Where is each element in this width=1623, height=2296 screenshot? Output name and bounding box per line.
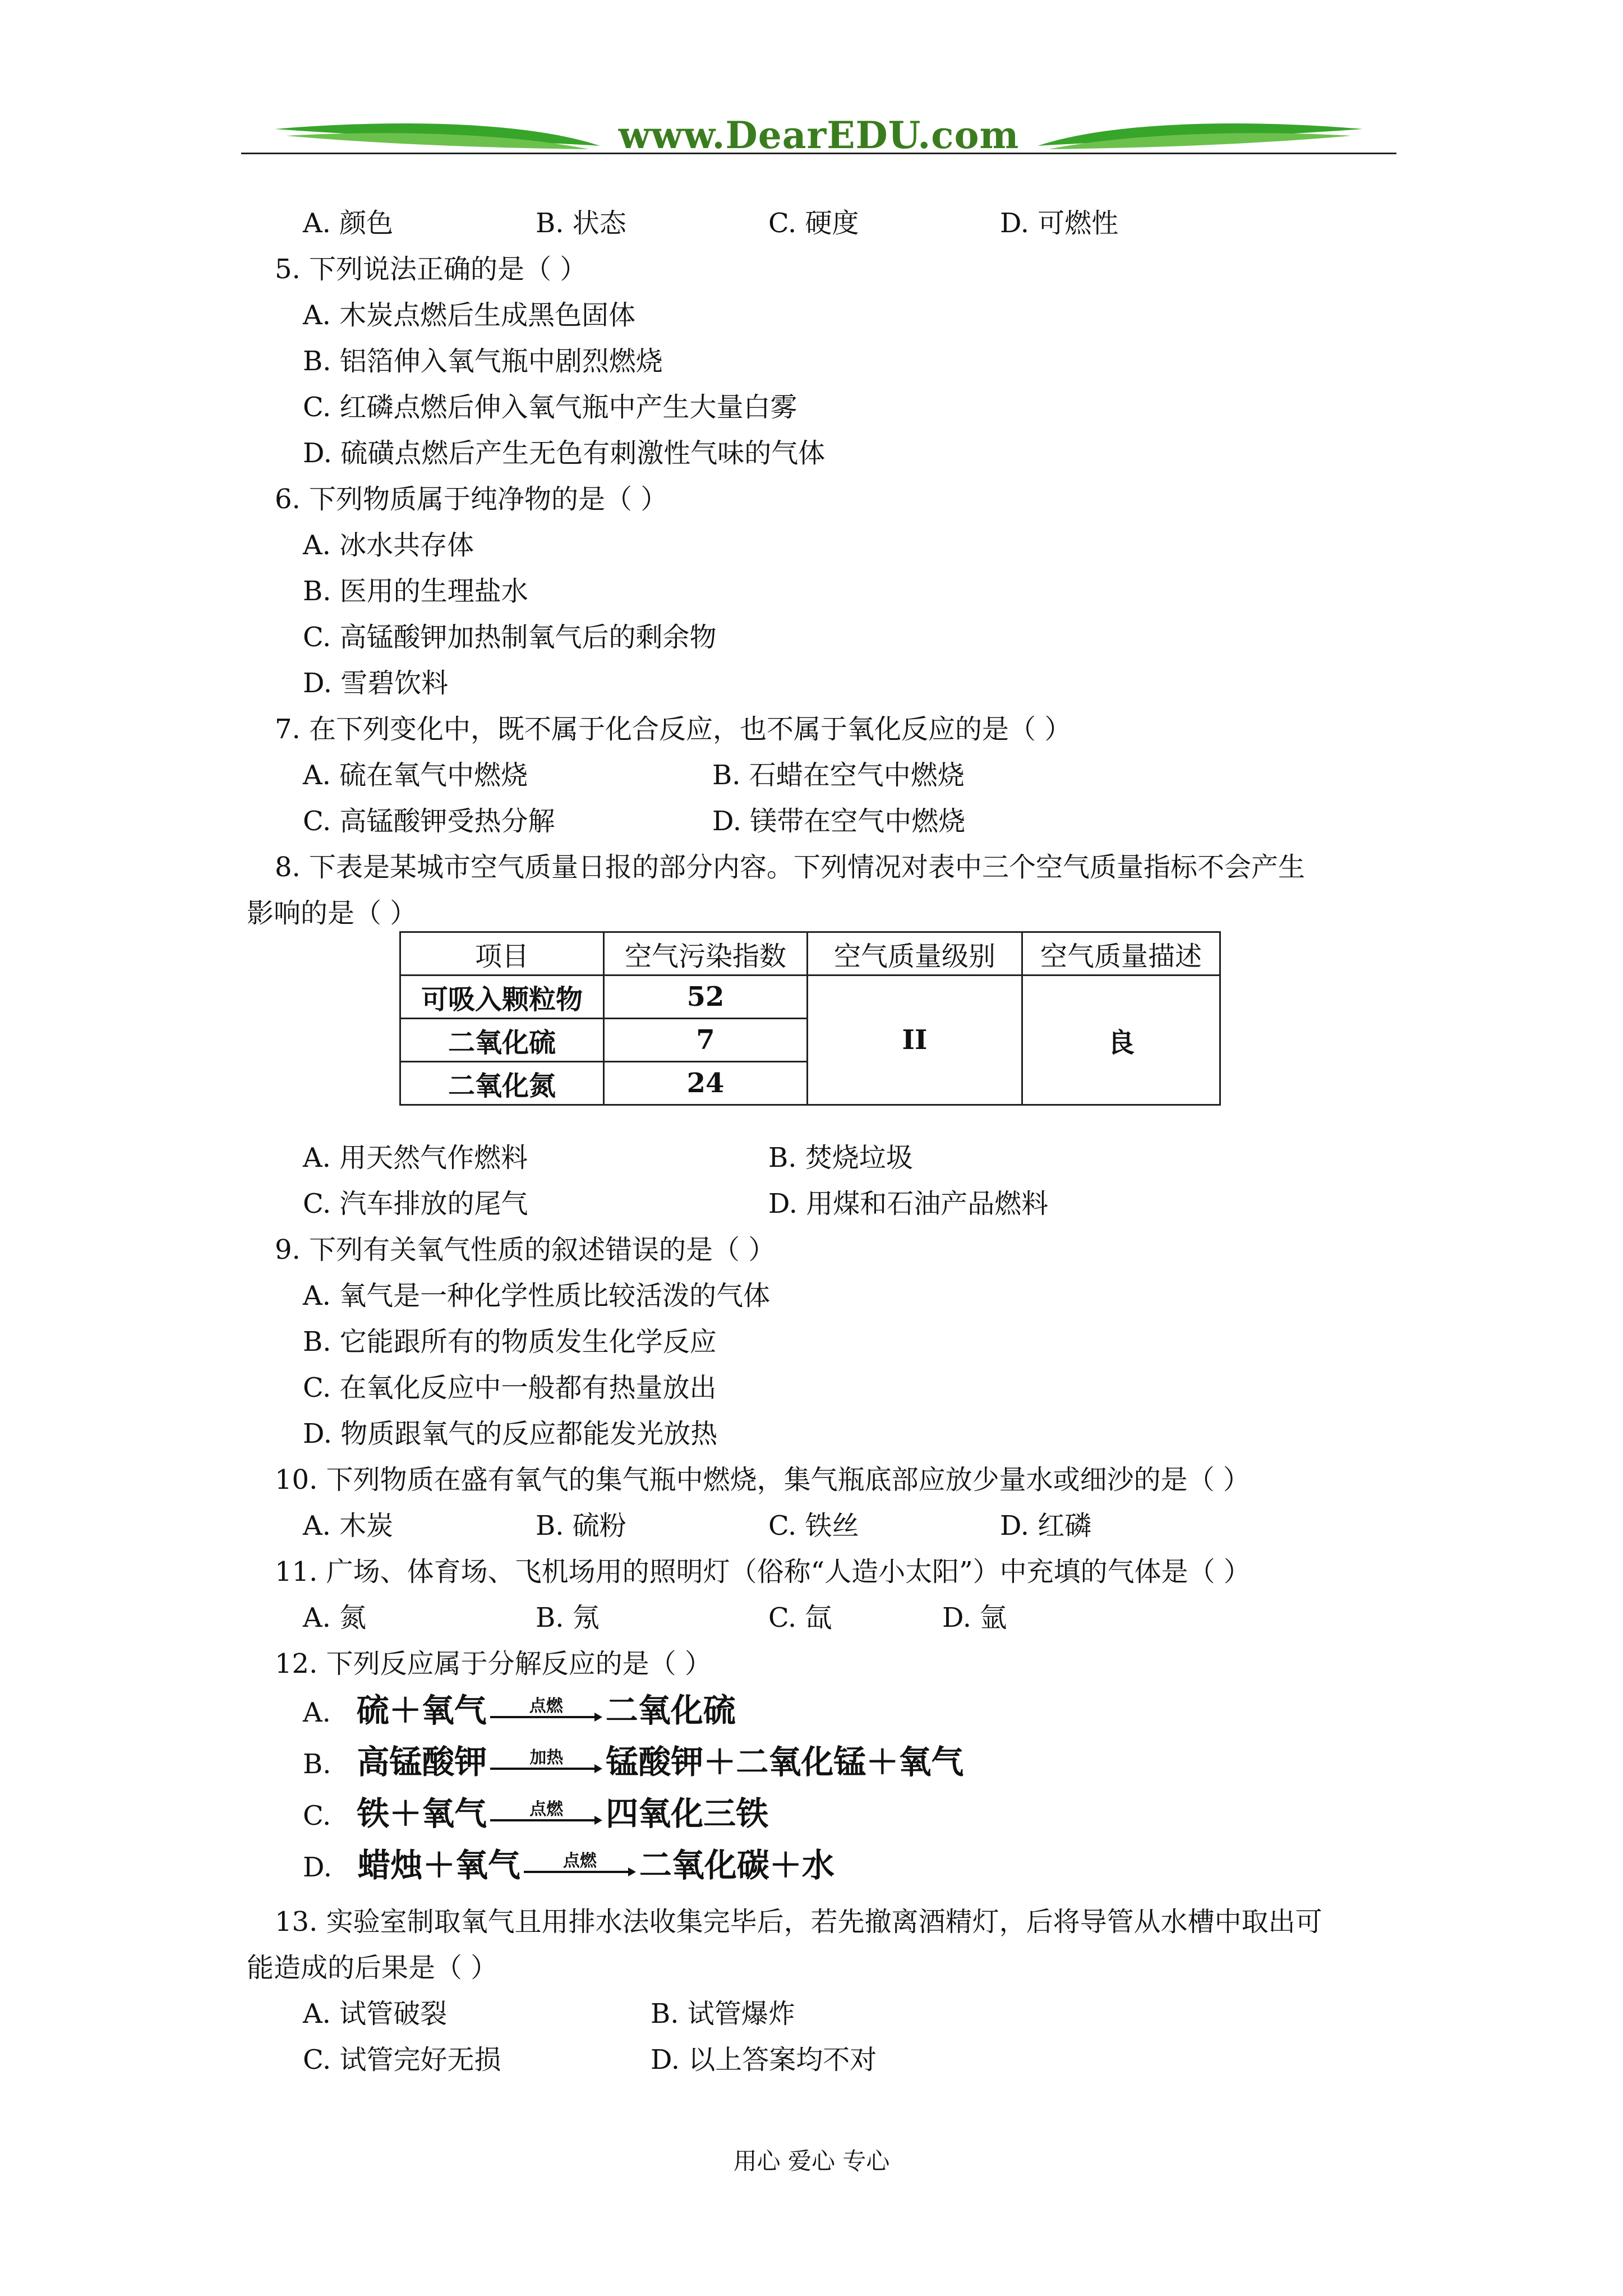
q8-stem-line1: 8. 下表是某城市空气质量日报的部分内容。下列情况对表中三个空气质量指标不会产生: [275, 852, 1306, 883]
q4-option-b: B. 状态: [536, 208, 626, 239]
q5-option-c: C. 红磷点燃后伸入氧气瓶中产生大量白雾: [303, 392, 797, 423]
q8-stem-line2: 影响的是（ ）: [247, 898, 417, 929]
q10-option-b: B. 硫粉: [536, 1510, 626, 1542]
site-logo-text: www.DearEDU.com: [618, 113, 1020, 157]
q11-option-d: D. 氩: [942, 1602, 1007, 1634]
q10-option-c: C. 铁丝: [768, 1510, 859, 1542]
air-quality-table: [399, 931, 1221, 1106]
q9-option-b: B. 它能跟所有的物质发生化学反应: [303, 1326, 717, 1358]
q12-option-d: [303, 1846, 834, 1887]
reaction-condition: 点燃: [562, 1851, 597, 1871]
option-label: D.: [303, 1852, 333, 1883]
page-footer: 用心 爱心 专心: [733, 2147, 890, 2175]
q7-stem: 7. 在下列变化中，既不属于化合反应，也不属于氧化反应的是（ ）: [275, 714, 1072, 745]
q6-option-b: B. 医用的生理盐水: [303, 576, 528, 607]
q5-option-d: D. 硫磺点燃后产生无色有刺激性气味的气体: [303, 438, 826, 469]
reaction-condition: 点燃: [529, 1799, 564, 1819]
table-cell-index: 52: [604, 976, 808, 1019]
reactants: 高锰酸钾: [357, 1743, 487, 1781]
reaction-arrow: [490, 1799, 602, 1829]
table-header-cell: 空气质量描述: [1022, 932, 1220, 976]
q9-option-c: C. 在氧化反应中一般都有热量放出: [303, 1372, 717, 1404]
q12-option-a: [303, 1691, 736, 1732]
option-label: A.: [303, 1697, 331, 1728]
q13-stem-line2: 能造成的后果是（ ）: [247, 1952, 498, 1984]
table-cell-item: 二氧化硫: [400, 1019, 604, 1062]
q11-stem: 11. 广场、体育场、飞机场用的照明灯（俗称“人造小太阳”）中充填的气体是（ ）: [275, 1556, 1251, 1588]
q4-option-d: D. 可燃性: [1000, 208, 1119, 239]
products: 二氧化硫: [605, 1691, 736, 1729]
reaction-arrow: [524, 1851, 636, 1881]
q6-stem: 6. 下列物质属于纯净物的是（ ）: [275, 484, 668, 515]
q9-option-d: D. 物质跟氧气的反应都能发光放热: [303, 1418, 718, 1450]
site-header: [241, 107, 1396, 168]
q7-option-c: C. 高锰酸钾受热分解: [303, 806, 555, 837]
q9-stem: 9. 下列有关氧气性质的叙述错误的是（ ）: [275, 1234, 776, 1266]
q7-option-a: A. 硫在氧气中燃烧: [303, 760, 528, 791]
reaction-condition: 点燃: [529, 1696, 563, 1716]
q11-option-c: C. 氙: [768, 1602, 832, 1634]
q13-option-a: A. 试管破裂: [303, 1998, 448, 2030]
option-label: B.: [303, 1749, 331, 1780]
q7-option-d: D. 镁带在空气中燃烧: [712, 806, 966, 837]
q13-option-d: D. 以上答案均不对: [651, 2044, 877, 2076]
q13-option-c: C. 试管完好无损: [303, 2044, 501, 2076]
q8-option-b: B. 焚烧垃圾: [768, 1142, 913, 1174]
table-header-cell: 空气污染指数: [604, 932, 808, 976]
q4-option-a: A. 颜色: [303, 208, 394, 239]
products: 四氧化三铁: [606, 1795, 769, 1833]
table-cell-index: 7: [604, 1019, 808, 1062]
table-cell-item: 可吸入颗粒物: [400, 976, 604, 1019]
q13-option-b: B. 试管爆炸: [651, 1998, 795, 2030]
reactants: 铁＋氧气: [357, 1795, 487, 1833]
reaction-arrow: [490, 1696, 602, 1726]
q6-option-d: D. 雪碧饮料: [303, 668, 449, 699]
q9-option-a: A. 氧气是一种化学性质比较活泼的气体: [303, 1280, 771, 1312]
table-header-cell: 空气质量级别: [808, 932, 1022, 976]
q5-stem: 5. 下列说法正确的是（ ）: [275, 254, 587, 285]
q10-option-d: D. 红磷: [1000, 1510, 1092, 1542]
q12-stem: 12. 下列反应属于分解反应的是（ ）: [275, 1648, 712, 1680]
q10-stem: 10. 下列物质在盛有氧气的集气瓶中燃烧，集气瓶底部应放少量水或细沙的是（ ）: [275, 1464, 1250, 1496]
q5-option-b: B. 铝箔伸入氧气瓶中剧烈燃烧: [303, 346, 663, 377]
q11-option-a: A. 氮: [303, 1602, 367, 1634]
table-header-cell: 项目: [400, 932, 604, 976]
q7-option-b: B. 石蜡在空气中燃烧: [712, 760, 965, 791]
q8-option-d: D. 用煤和石油产品燃料: [768, 1188, 1049, 1220]
q8-option-c: C. 汽车排放的尾气: [303, 1188, 528, 1220]
table-cell-item: 二氧化氮: [400, 1062, 604, 1105]
option-label: C.: [303, 1800, 331, 1832]
header-rule: [241, 153, 1396, 154]
q5-option-a: A. 木炭点燃后生成黑色固体: [303, 300, 636, 331]
reactants: 硫＋氧气: [356, 1691, 487, 1729]
q6-option-a: A. 冰水共存体: [303, 530, 474, 561]
table-cell-description: 良: [1022, 976, 1220, 1105]
q6-option-c: C. 高锰酸钾加热制氧气后的剩余物: [303, 622, 717, 653]
q8-option-a: A. 用天然气作燃料: [303, 1142, 528, 1174]
q11-option-b: B. 氖: [536, 1602, 600, 1634]
q4-option-c: C. 硬度: [768, 208, 859, 239]
q12-option-b: [303, 1742, 963, 1784]
table-row: [400, 976, 1220, 1019]
table-cell-index: 24: [604, 1062, 808, 1105]
q10-option-a: A. 木炭: [303, 1510, 394, 1542]
reactants: 蜡烛＋氧气: [357, 1846, 520, 1884]
reaction-condition: 加热: [529, 1747, 564, 1768]
reaction-arrow: [490, 1747, 602, 1778]
products: 锰酸钾＋二氧化锰＋氧气: [606, 1743, 964, 1781]
q13-stem-line1: 13. 实验室制取氧气且用排水法收集完毕后，若先撤离酒精灯，后将导管从水槽中取出可: [275, 1906, 1322, 1938]
q12-option-c: [303, 1794, 768, 1835]
products: 二氧化碳＋水: [639, 1846, 834, 1884]
table-header-row: [400, 932, 1220, 976]
table-cell-level: II: [808, 976, 1022, 1105]
